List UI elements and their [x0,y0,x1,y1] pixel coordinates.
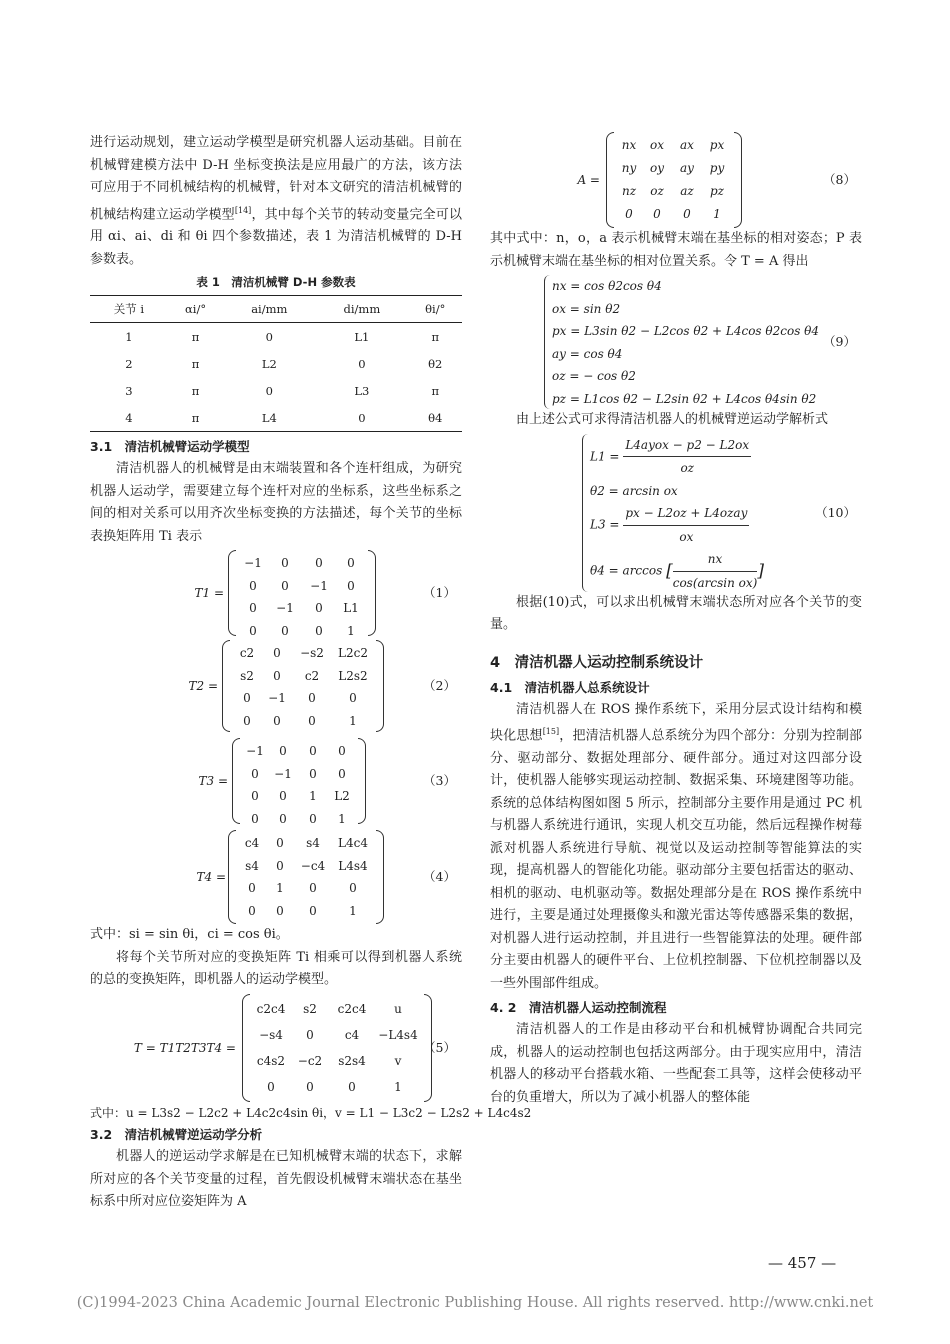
matrix-cell: 0 [315,623,323,638]
equation-4 [90,830,462,924]
matrix-cell: 0 [347,556,355,571]
eq9-system [552,275,819,409]
section-3-2-paragraph: 机器人的逆运动学求解是在已知机械臂末端的状态下，求解所对应的各个关节变量的过程，首先假设机械臂末端状态在基坐标系中所对应位姿矩阵为 A [90,1149,462,1210]
matrix-cell: ox [650,138,664,153]
matrix-cell: −1 [276,601,294,616]
inverse-intro: 由上述公式可求得清洁机器人的机械臂逆运动学解析式 [516,412,829,427]
table-cell: π [191,329,200,344]
citation-15[interactable]: [15] [542,727,560,736]
eq4-label: （4） [423,869,456,885]
equation-1 [90,550,462,636]
citation-14[interactable]: [14] [234,205,252,215]
matrix-cell: L4s4 [338,858,368,873]
matrix-cell: 0 [276,836,284,851]
matrix-cell: 0 [309,811,317,826]
section-3-1-title: 3.1 清洁机械臂运动学模型 [90,439,250,455]
matrix-cell: nz [621,184,637,199]
matrix-cell: c4s2 [256,1053,286,1068]
eq4-lhs: T4 = [196,870,226,885]
table-row [90,404,462,432]
matrix-cell: s4 [306,836,320,851]
table-row [90,323,462,351]
matrix-cell: c2 [304,668,320,683]
matrix-cell: s2s4 [338,1053,366,1068]
matrix-cell: −s2 [300,646,324,661]
matrix-cell: 0 [248,881,256,896]
eq10-label: （10） [815,504,856,520]
equation-8 [490,132,862,228]
matrix-cell: −c2 [297,1053,323,1068]
table-cell: L3 [354,383,370,398]
eq9-line: nx = cos θ2cos θ4 [552,279,662,293]
copyright-notice: (C)1994-2023 China Academic Journal Electronic Publishing House. All rights reserved. http://www.cnki.net [76,1295,874,1311]
matrix-cell: 0 [349,691,357,706]
matrix-cell: −c4 [300,858,326,873]
matrix-cell: 0 [653,207,661,222]
matrix-cell: 1 [338,811,346,826]
equation-9 [490,275,862,409]
matrix-cell: 0 [251,811,259,826]
matrix-cell: 1 [394,1079,402,1094]
table-cell: L4 [223,404,315,432]
matrix-cell: L2s2 [338,668,368,683]
matrix-cell: c2c4 [337,1001,367,1016]
matrix-cell: s4 [245,858,259,873]
section-3-2-title: 3.2 清洁机械臂逆运动学分析 [90,1127,263,1143]
eq9-line: px = L3sin θ2 − L2cos θ2 + L4cos θ2cos θ4 [552,324,820,338]
matrix-cell: L4c4 [338,836,368,851]
table-cell: 0 [358,356,366,371]
table-header-cell: αi/° [168,296,224,323]
dh-parameter-table [90,295,462,432]
matrix-cell: 1 [349,713,357,728]
section-4-1-paragraph: 清洁机器人在 ROS 操作系统下，采用分层式设计结构和模块化思想[15]，把清洁机器人总系统分为四个部分：分别为控制部分、驱动部分、数据处理部分、硬件部分。通过对这四部分设计，使机器人能够实现运动控制、数据采集、环境建图等功能。系统的总体结构图如图 5 所示，控制部分主要作用是通过 PC 机与机器人系统进行通讯，实现人机交互功能，然后远程操作树莓派对机器人系统进行导航、视觉以及运动控制等智能算法的实现，提高机器人的智能化功能。驱动部分主要包括雷达的驱动、相机的驱动、电机驱动等。数据处理部分是在 ROS 操作系统中进行，主要是通过处理摄像头和激光雷达等传感器采集的数据，对机器人进行运动控制，并且进行一些智能算法的处理。硬件部分主要由机器人的硬件平台、上位机控制器、下位机控制器以及一些外围部件组成。 [490,701,862,991]
matrix-cell: 0 [273,713,281,728]
matrix-cell: px [709,138,725,153]
matrix-cell: 0 [349,881,357,896]
matrix-cell: 1 [349,903,357,918]
matrix-cell: 0 [243,691,251,706]
matrix-cell: 1 [276,881,284,896]
matrix-cell: −1 [244,556,262,571]
matrix-cell: 0 [309,903,317,918]
matrix-cell: nx [621,138,637,153]
right-column [490,132,862,1109]
matrix-cell: 0 [281,556,289,571]
table-header-cell: ai/mm [223,296,315,323]
where-u-v: 式中：u = L3s2 − L2c2 + L4c2c4sin θi，v = L1 − L3c2 − L2s2 + L4c4s2 [90,1105,532,1120]
matrix-cell: c4 [344,1027,360,1042]
matrix-cell: py [709,161,725,176]
matrix-cell: L2 [334,789,350,804]
where-n-o-a: 其中式中：n，o，a 表示机械臂末端在基坐标的相对姿态；P 表示机械臂末端在基坐标的相对位置关系。令 T = A 得出 [490,231,862,269]
matrix-cell: −1 [274,766,292,781]
table-cell: π [431,329,440,344]
table-cell: L2 [261,356,277,371]
table-cell: 4 [90,404,168,432]
table-caption: 表 1 清洁机械臂 D-H 参数表 [196,275,356,290]
matrix-cell: L1 [343,601,359,616]
table-cell: π [191,383,200,398]
matrix-cell: u [394,1001,402,1016]
equation-10 [490,434,862,592]
section-3-1-paragraph: 清洁机器人的机械臂是由末端装置和各个连杆组成，为研究机器人运动学，需要建立每个连杆对应的坐标系，这些坐标系之间的相对关系可以用齐次坐标变换的方法描述，每个关节的坐标表换矩阵用 Ti 表示 [90,461,462,544]
multiply-paragraph: 将每个关节所对应的变换矩阵 Ti 相乘可以得到机器人系统的总的变换矩阵，即机器人的运动学模型。 [90,949,462,988]
eq1-matrix [228,550,376,636]
table-cell: L1 [354,329,370,344]
matrix-cell: 1 [347,623,355,638]
matrix-cell: ax [680,138,694,153]
matrix-cell: 0 [338,766,346,781]
matrix-cell: c2c4 [256,1001,286,1016]
matrix-cell: s2 [303,1001,317,1016]
section-4-2-paragraph: 清洁机器人的工作是由移动平台和机械臂协调配合共同完成，机器人的运动控制也包括这两部分。由于现实应用中，清洁机器人的移动平台搭载水箱、一些配套工具等，这样会使移动平台的负重增大，所以为了减小机器人的整体能 [490,1022,862,1105]
table-row [90,350,462,377]
matrix-cell: 0 [249,601,257,616]
matrix-cell: 0 [315,601,323,616]
table-cell: π [431,383,440,398]
matrix-cell: 0 [276,858,284,873]
matrix-cell: 0 [315,556,323,571]
eq8-lhs: A = [577,172,600,187]
matrix-cell: −1 [246,744,264,759]
eq8-matrix [606,132,742,228]
matrix-cell: v [394,1053,402,1068]
matrix-cell: 0 [281,578,289,593]
eq1-lhs: T1 = [194,586,224,601]
matrix-cell: 0 [279,744,287,759]
matrix-cell: L2c2 [338,646,368,661]
matrix-cell: 0 [306,1079,314,1094]
matrix-cell: oz [650,184,664,199]
table-header-cell: θi/° [408,296,462,323]
matrix-cell: 0 [249,623,257,638]
result-paragraph: 根据(10)式，可以求出机械臂末端状态所对应各个关节的变量。 [490,594,862,632]
matrix-cell: 0 [625,207,633,222]
eq1-label: （1） [423,585,456,601]
eq9-line: oz = − cos θ2 [552,369,636,383]
table-cell: θ2 [428,356,443,371]
table-cell: 0 [315,404,408,432]
eq10-system: L1 = $\frac{\text{L4ayox − p2 − L2ox}}{oz}$ θ2 = arcsin ox L3 = $\frac{\text{px − L2oz + L4ozay}}{ox}$ θ4 = arccos [ $\frac{nx}{\text{cos(arcsin ox)}}$ ] [590,434,764,592]
table-cell: 0 [265,329,273,344]
equation-3 [90,738,462,824]
eq9-line: pz = L1cos θ2 − L2sin θ2 + L4cos θ4sin θ2 [552,391,817,406]
matrix-cell: 0 [309,881,317,896]
table-cell: 1 [125,329,133,344]
matrix-cell: 0 [281,623,289,638]
eq2-lhs: T2 = [188,679,218,694]
matrix-cell: 1 [309,789,317,804]
matrix-cell: 0 [308,713,316,728]
matrix-cell: 0 [347,578,355,593]
matrix-cell: 0 [308,691,316,706]
matrix-cell: 0 [248,903,256,918]
matrix-cell: ny [621,161,637,176]
matrix-cell: pz [709,184,724,199]
matrix-cell: c2 [239,646,255,661]
section-4-2-title: 4. 2 清洁机器人运动控制流程 [490,1000,667,1016]
matrix-cell: c4 [244,836,260,851]
page-number: — 457 — [768,1254,837,1272]
eq9-line: ox = sin θ2 [552,301,621,316]
matrix-cell: ay [680,161,694,176]
matrix-cell: 0 [306,1027,314,1042]
matrix-cell: 0 [338,744,346,759]
table-header-cell: 关节 i [90,296,168,323]
matrix-cell: 1 [713,207,721,222]
eq4-matrix [228,830,384,924]
eq3-matrix [232,738,366,824]
left-column [90,132,532,1214]
matrix-cell: oy [649,161,664,176]
matrix-cell: 0 [251,766,259,781]
intro-paragraph: 进行运动规划，建立运动学模型是研究机器人运动基础。目前在机械臂建模方法中 D-H 坐标变换法是应用最广的方法，该方法可应用于不同机械结构的机械臂，针对本文研究的清洁机械臂的机械结构建立运动学模型[14]，其中每个关节的转动变量完全可以用 αi、ai、di 和 θi 四个参数描述，表 1 为清洁机械臂的 D-H 参数表。 [90,135,462,267]
matrix-cell: 0 [273,668,281,683]
equation-2 [90,640,462,732]
table-cell: π [168,404,224,432]
matrix-cell: 0 [243,713,251,728]
matrix-cell: 0 [348,1079,356,1094]
matrix-cell: az [680,184,694,199]
matrix-cell: −s4 [259,1027,283,1042]
eq8-label: （8） [823,171,856,187]
matrix-cell: −L4s4 [378,1027,418,1042]
table-cell: 2 [125,356,133,371]
matrix-cell: 0 [251,789,259,804]
where-s-c: 式中：si = sin θi，ci = cos θi。 [90,927,289,943]
matrix-cell: 0 [273,646,281,661]
table-row [90,377,462,404]
table-cell: 3 [125,383,133,398]
eq2-label: （2） [423,678,456,694]
eq9-label: （9） [823,333,856,349]
table-header-cell: di/mm [315,296,408,323]
equation-5 [90,994,462,1102]
matrix-cell: 0 [309,744,317,759]
eq5-label: （5） [423,1039,456,1055]
matrix-cell: 0 [276,903,284,918]
matrix-cell: 0 [279,811,287,826]
eq5-matrix [242,994,432,1102]
table-cell: θ4 [408,404,462,432]
matrix-cell: s2 [240,668,254,683]
matrix-cell: 0 [249,578,257,593]
matrix-cell: 0 [683,207,691,222]
eq3-label: （3） [423,773,456,789]
section-4-1-title: 4.1 清洁机器人总系统设计 [490,679,650,695]
table-cell: 0 [265,383,273,398]
eq5-lhs: T = T1T2T3T4 = [133,1040,236,1055]
table-cell: π [191,356,200,371]
eq9-line: ay = cos θ4 [552,346,623,361]
matrix-cell: 0 [309,766,317,781]
matrix-cell: 0 [279,789,287,804]
matrix-cell: −1 [268,691,286,706]
matrix-cell: −1 [310,578,328,593]
eq2-matrix [222,640,384,732]
matrix-cell: 0 [267,1079,275,1094]
section-4-title: 4 清洁机器人运动控制系统设计 [490,654,704,671]
eq3-lhs: T3 = [198,774,228,789]
